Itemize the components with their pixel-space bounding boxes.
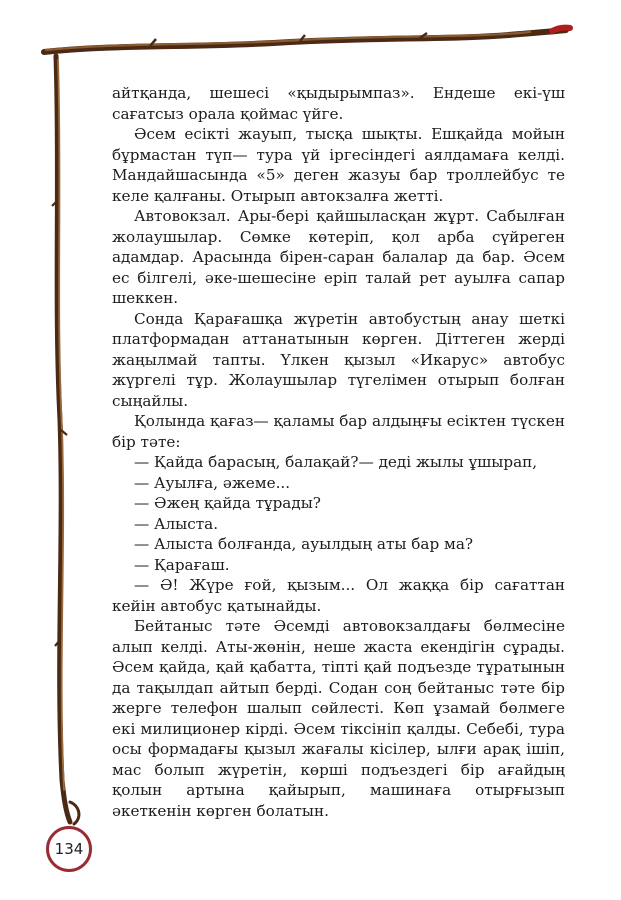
paragraph-3: Автовокзал. Ары-бері қайшыласқан жұрт. Сабылған жолаушылар. Сөмке көтеріп, қол арба сүйреген адамдар. Арасында бірен-саран балалар да бар. Әсем ес білгелі, әке-шешесіне еріп талай рет ауылға сапар шеккен. <box>112 207 565 307</box>
dialogue-line-4: — Алыста. <box>134 514 219 533</box>
page-number: 134 <box>54 840 84 858</box>
paragraph-1: айтқанда, шешесі «қыдырымпаз». Ендеше екі-үш сағатсыз орала қоймас үйге. <box>112 84 565 123</box>
dialogue-line-1: — Қайда барасың, балақай?— деді жылы ұшырап, <box>134 453 538 471</box>
paragraph-closing: Бейтаныс тәте Әсемді автовокзалдағы бөлмесіне алып келді. Аты-жөнін, неше жаста екендігін сұрады. Әсем қайда, қай қабатта, тіпті қай подъезде тұратынын да тақылдап айтып берді. Содан соң бейтаныс тәте бір жерге телефон шалып сөйлесті. Көп ұзамай бөлмеге екі милиционер кірді. Әсем тіксініп қалды. Себебі, тура осы формадағы қызыл жағалы кісілер, ылғи арақ ішіп, мас болып жүретін, көрші подъездегі бір ағайдың қолын артына қайырып, машинаға отырғызып әкеткенін көрген болатын. <box>112 617 565 820</box>
dialogue-line-3: — Әжең қайда тұрады? <box>134 494 321 512</box>
paragraph-2: Әсем есікті жауып, тысқа шықты. Ешқайда мойын бұрмастан түп— тура үй іргесіндегі аялдамаға келді. Мандайшасында «5» деген жазуы бар троллейбус те келе қалғаны. Отырып автокзалға жетті. <box>112 125 565 205</box>
dialogue-line-6: — Қарағаш. <box>134 555 230 574</box>
dialogue-line-2: — Ауылға, әжеме... <box>134 473 291 492</box>
paragraph-5: Қолында қағаз— қаламы бар алдыңғы есіктен түскен бір тәте: <box>112 412 566 451</box>
page-text <box>112 83 565 821</box>
dialogue-line-5: — Алыста болғанда, ауылдың аты бар ма? <box>134 535 474 553</box>
page-number-badge <box>46 826 92 872</box>
dialogue-line-7: — Ә! Жүре ғой, қызым... Ол жаққа бір сағаттан кейін автобус қатынайды. <box>112 576 565 615</box>
paragraph-4: Сонда Қарағашқа жүретін автобустың анау шеткі платформадан аттанатынын көрген. Діттеген жерді жаңылмай тапты. Үлкен қызыл «Икарус» автобус жүргелі тұр. Жолаушылар түгелімен отырып болған сыңайлы. <box>112 309 565 410</box>
